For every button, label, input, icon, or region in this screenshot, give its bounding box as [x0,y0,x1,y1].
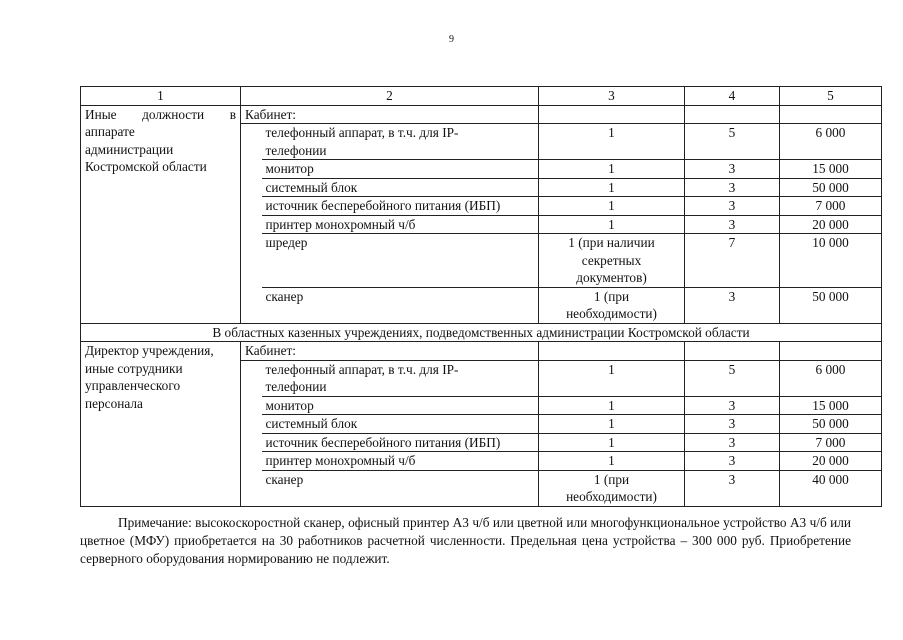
quantity [539,124,685,160]
service-life: 3 [685,160,780,179]
table-row [81,342,882,361]
text-line: шредер [265,235,308,250]
text-line: 1 [608,161,615,176]
text-line: системный блок [265,179,358,195]
price-limit: 6 000 [780,360,882,396]
text-line: источник бесперебойного питания (ИБП) [265,198,501,213]
quantity [539,215,685,234]
price-limit: 50 000 [780,287,882,323]
column-number-2: 2 [241,87,539,106]
text-line: аппарате [85,124,135,139]
text-line: монитор [265,161,314,176]
quantity [539,396,685,415]
service-life: 3 [685,197,780,216]
text-line: иные сотрудники [85,360,183,376]
indent-cell [241,234,262,288]
service-life: 7 [685,234,780,288]
indent-cell [241,433,262,452]
table-row [81,105,882,124]
price-limit: 6 000 [780,124,882,160]
quantity [539,160,685,179]
indent-cell [241,197,262,216]
equipment-name [262,160,539,179]
indent-cell [241,360,262,396]
equipment-name [262,396,539,415]
text-line: сканер [265,288,304,304]
empty-cell [780,105,882,124]
text-line: секретных [581,252,642,268]
text-line: 1 (при наличии [568,235,655,250]
price-limit: 40 000 [780,470,882,506]
text-line: 1 [608,216,615,232]
text-line: 1 [608,179,615,195]
text-line: телефонный аппарат, в т.ч. для IP- [265,125,459,140]
text-line: принтер монохромный ч/б [265,453,416,468]
quantity [539,415,685,434]
quantity [539,197,685,216]
indent-cell [241,287,262,323]
quantity [539,234,685,288]
text-line: телефонии [265,379,327,394]
text-line: системный блок [265,416,358,431]
table-header-row [81,87,882,106]
equipment-name [262,215,539,234]
column-number-1: 1 [81,87,241,106]
column-number-4: 4 [685,87,780,106]
service-life: 3 [685,452,780,471]
text-line: Директор учреждения, [85,343,214,358]
equipment-name [262,470,539,506]
text-line: 1 (при [593,471,630,487]
section-title: В областных казенных учреждениях, подведомственных администрации Костромской области [81,323,882,342]
equipment-name [262,234,539,288]
price-limit: 20 000 [780,215,882,234]
text-line: монитор [265,397,314,413]
equipment-name [262,197,539,216]
price-limit: 20 000 [780,452,882,471]
indent-cell [241,470,262,506]
quantity [539,452,685,471]
text-line: телефонии [265,142,327,158]
service-life: 3 [685,415,780,434]
text-line: документов) [576,270,647,285]
empty-cell [780,342,882,361]
page-number: 9 [449,34,454,45]
service-life: 3 [685,215,780,234]
equipment-name [262,287,539,323]
section-title-row [81,323,882,342]
service-life: 5 [685,124,780,160]
text-line: Костромской области [85,159,207,174]
text-line: 1 [608,198,615,213]
text-line: принтер монохромный ч/б [265,216,416,232]
service-life: 3 [685,396,780,415]
service-life: 3 [685,178,780,197]
price-limit: 15 000 [780,160,882,179]
text-line: необходимости) [566,489,657,504]
text-line: 1 [608,434,615,450]
cabinet-label: Кабинет: [241,105,539,124]
price-limit: 7 000 [780,433,882,452]
text-line: 1 [608,397,615,413]
empty-cell [539,105,685,124]
indent-cell [241,415,262,434]
indent-cell [241,178,262,197]
text-line: 1 [608,453,615,468]
indent-cell [241,215,262,234]
equipment-name [262,124,539,160]
position-cell-institutions [81,342,241,507]
position-cell-administration [81,105,241,323]
quantity [539,433,685,452]
text-line: телефонный аппарат, в т.ч. для IP- [265,361,459,377]
text-line: 1 (при [593,288,630,304]
service-life: 5 [685,360,780,396]
indent-cell [241,124,262,160]
equipment-name [262,452,539,471]
price-limit: 15 000 [780,396,882,415]
service-life: 3 [685,287,780,323]
equipment-name [262,360,539,396]
quantity [539,287,685,323]
service-life: 3 [685,433,780,452]
text-line: Иные должности в [85,106,236,122]
text-line: администрации [85,141,174,157]
quantity [539,178,685,197]
text-line: источник бесперебойного питания (ИБП) [265,434,501,450]
equipment-name [262,433,539,452]
empty-cell [685,105,780,124]
empty-cell [539,342,685,361]
equipment-name [262,178,539,197]
indent-cell [241,452,262,471]
service-life: 3 [685,470,780,506]
text-line: 1 [608,125,615,140]
price-limit: 7 000 [780,197,882,216]
quantity [539,470,685,506]
column-number-5: 5 [780,87,882,106]
text-line: управленческого [85,378,181,393]
quantity [539,360,685,396]
text-line: 1 [608,416,615,431]
price-limit: 50 000 [780,415,882,434]
note-paragraph: Примечание: высокоскоростной сканер, офисный принтер А3 ч/б или цветной или многофункциональное устройство А3 ч/б или цветное (МФУ) приобретается на 30 работников расчетной численности. Предельная цена устройства – 300 000 руб. Приобретение серверного оборудования нормированию не подлежит. [80,515,851,566]
text-line: персонала [85,395,143,411]
indent-cell [241,160,262,179]
equipment-norms-table [80,86,882,507]
text-line: 1 [608,361,615,377]
text-line: сканер [265,471,304,487]
price-limit: 10 000 [780,234,882,288]
cabinet-label: Кабинет: [241,342,539,361]
column-number-3: 3 [539,87,685,106]
equipment-name [262,415,539,434]
indent-cell [241,396,262,415]
empty-cell [685,342,780,361]
text-line: необходимости) [566,306,657,321]
price-limit: 50 000 [780,178,882,197]
